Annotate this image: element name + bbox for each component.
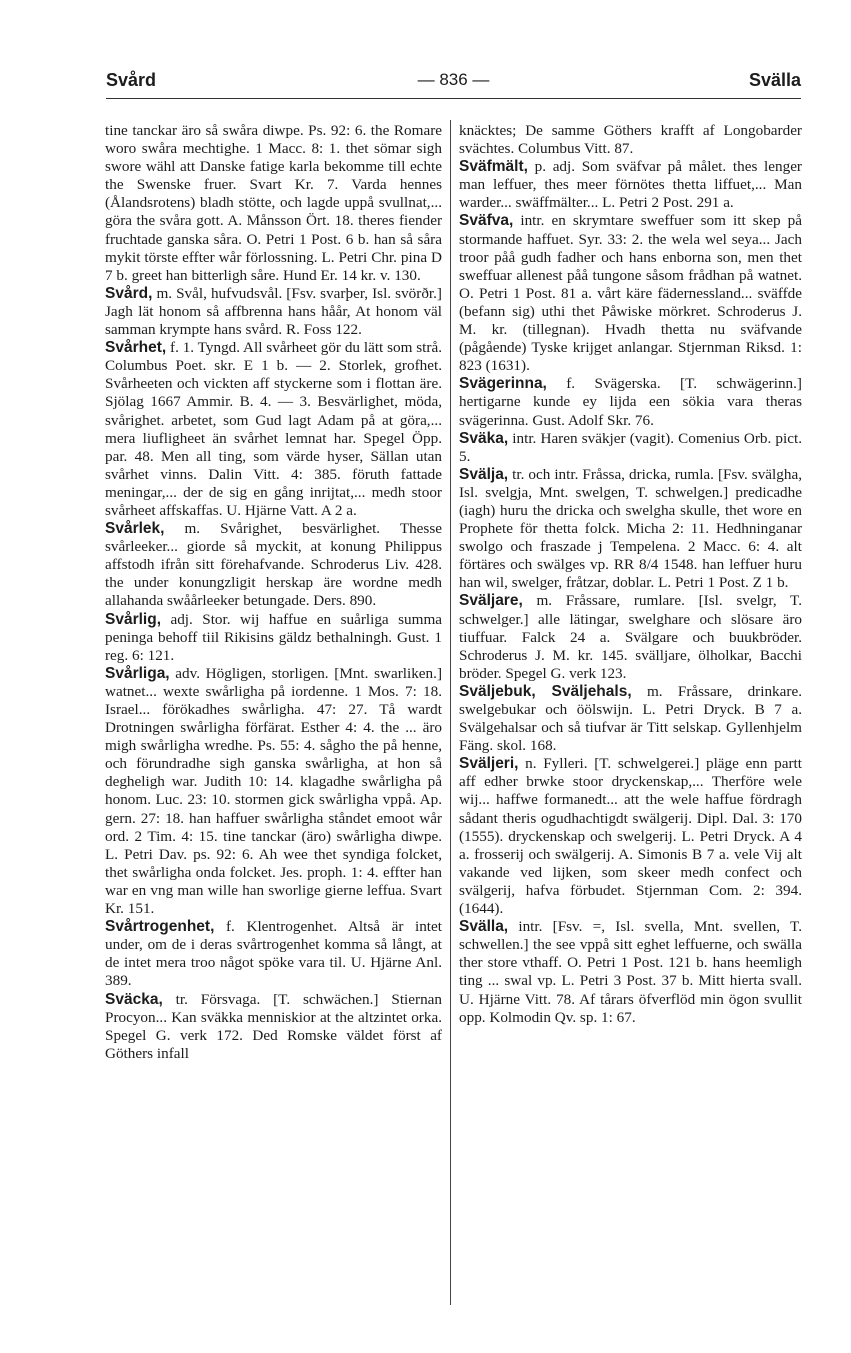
dictionary-entry	[105, 122, 442, 285]
left-column	[105, 122, 442, 1063]
dictionary-entry	[459, 375, 802, 429]
headword: Sväka,	[459, 429, 509, 447]
entry-body: f. Klentrogenhet. Altså är intet under, om de i deras svårtrogenhet komma så långt, at de intet mera troo något spöke vara til. U. Hjärne Anl. 389.	[105, 918, 442, 990]
dictionary-entry	[459, 683, 802, 755]
headword: Svårlek,	[105, 520, 165, 538]
header-left-guideword: Svård	[106, 70, 157, 90]
dictionary-entry	[459, 158, 802, 212]
headword: Svårlig,	[105, 610, 161, 628]
dictionary-entry	[459, 430, 802, 466]
header-right-guideword: Svälla	[748, 70, 801, 90]
headword: Sväfva,	[459, 212, 514, 230]
dictionary-entry	[459, 212, 802, 375]
entry-body: adj. Stor. wij haffue en suårliga summa peninga behoff tiil Rikisins gäldz bethalningh. Gust. 1 reg. 6: 121.	[105, 610, 442, 664]
entry-body: tr. och intr. Fråssa, dricka, rumla. [Fsv. svälgha, Isl. svelgja, Mnt. swelgen, T. schwelgen.] predicadhe (iagh) huru the dricka och swelgha skulle, thet wore en Prophete för thetta folck. Micha 2: 11. Hedhninganar swolgo och fraszade j Tempelena. 2 Macc. 6: 4. alt förtäres och swälges vp. RR 8/4 1548. han leffuer huru han wil, swelger, fråtzar, doblar. L. Petri 1 Post. Z 1 b.	[459, 465, 802, 592]
headword: Svälla,	[459, 918, 509, 936]
dictionary-entry	[459, 122, 802, 158]
dictionary-entry	[459, 592, 802, 682]
headword: Svägerinna,	[459, 375, 547, 393]
entry-body: f. Svägerska. [T. schwägerinn.] hertigarne kunde ey lijda een sökia vara theras svägerinna. Gust. Adolf Skr. 76.	[459, 375, 802, 429]
dictionary-entry	[459, 466, 802, 593]
entry-body: p. adj. Som sväfvar på målet. thes lenger man leffuer, thes meer förnötes thetta liffuet,... Man warder... swäffmälter... L. Petri 2 Post. 291 a.	[459, 158, 802, 212]
entry-body: tine tanckar äro så swåra diwpe. Ps. 92: 6. the Romare woro swåra mechtighe. 1 Macc. 8: 1. thet sömar sigh swore wähl att Danske fatige karla bekomme till echte the Swenske fruer. Svart Kr. 7. Varda hennes (Ålandsrotens) bladh stötte, och lagde uppå svullnat,... göra the svåra gott. A. Månsson Ört. 18. theres fiender fruchtade ganska såra. O. Petri 1 Post. 6 b. han så såra mykit törste effter wår förlossning. L. Petri Chr. pina D 7 b. greet han bitterligh såre. Hund Er. 14 kr. v. 130.	[105, 122, 442, 284]
entry-body: adv. Högligen, storligen. [Mnt. swarliken.] watnet... wexte swårligha på iordenne. 1 Mos. 7: 18. Israel... förökadhes swårligha. 47: 27. Tå wardt Drotningen swårligha förfärat. Esther 4: 4. the ... äro migh swårligha wredhe. Ps. 55: 4. sågho the på henne, och förundradhe sigh ganska swårligha, at hon så degheligh war. Judith 10: 14. klagadhe swårligha på honom. Luc. 23: 10. stormen gick swårligha vppå. Ap. gern. 27: 18. han haffuer swårligha ståndet emoot wår ord. 2 Tim. 4: 15. tine tanckar (äro) swårligha diwpe. L. Petri Dav. ps. 92: 6. Ah wee thet syndiga folcket, thet swårligha onda folcket. Jes. proph. 1: 4. effter han war en vng man wille han sworlige gierne leffua. Svart Kr. 151.	[105, 664, 442, 918]
headword: Sväcka,	[105, 990, 163, 1008]
entry-body: intr. [Fsv. =, Isl. svella, Mnt. svellen, T. schwellen.] the see vppå sitt eghet leffuerne, och swälla ther store vthaff. O. Petri 1 Post. 121 b. hans heemligh ting ... swal vp. L. Petri 3 Post. 37 b. Mitt hierta svall. U. Hjärne Vitt. 78. Af tårars öfverflöd min ögon svullit opp. Kolmodin Qv. sp. 1: 67.	[459, 918, 802, 1026]
dictionary-entry	[105, 611, 442, 665]
running-header	[106, 70, 801, 94]
dictionary-entry	[105, 339, 442, 520]
entry-body: n. Fylleri. [T. schwelgerei.] pläge enn partt aff edher brwke stoor dryckenskap,... Therföre wele wij... haffwe formanedt... att the wele haffue fördragh sådant theris ogudhachtigdt swälgerij. Dipl. Dal. 3: 170 (1555). dryckenskap och swelgerij. L. Petri Dryck. A 4 a. frosserij och swälgerij. A. Simonis B 7 a. vele Vij alt vakande ved lijken, som skeer medh confect och svälgerij, hafva förbudet. Stjernman Com. 2: 394. (1644).	[459, 755, 802, 918]
headword: Sväfmält,	[459, 158, 528, 176]
dictionary-entry	[105, 285, 442, 339]
entry-body: knäcktes; De samme Göthers krafft af Longobarder svächtes. Columbus Vitt. 87.	[459, 122, 802, 158]
entry-body: intr. en skrymtare sweffuer som itt skep på stormande haffuet. Syr. 33: 2. the wela wel seya... Jach troor påå gudh fadher och hans enborna son, men thet sweffuar allenest påå tungone såsom frådhan på watnet. O. Petri 1 Post. 81 a. vårt käre fädernessland... sväffde (befann sig) uthi thet Påwiske mörkret. Schroderus J. M. kr. (tillegnan). Hvadh thetta nu sväfvande (pågående) Tyske krijget anlangar. Stjernman Riksd. 1: 823 (1631).	[459, 212, 802, 375]
entry-body: intr. Haren sväkjer (vagit). Comenius Orb. pict. 5.	[459, 429, 802, 465]
entry-body: m. Fråssare, rumlare. [Isl. svelgr, T. schwelger.] alle lätingar, swelghare och slösare äro tiuffuar. Falck 24 a. Svälgare och buukbröder. Schroderus J. M. kr. 145. svälljare, ölholkar, Bacchi bröder. Spegel G. verk 123.	[459, 592, 802, 682]
header-rule	[106, 98, 801, 99]
headword: Svårhet,	[105, 339, 167, 357]
headword: Sväljebuk, Sväljehals,	[459, 682, 632, 700]
headword: Sväljare,	[459, 592, 523, 610]
dictionary-entry	[459, 918, 802, 1027]
dictionary-entry	[105, 520, 442, 610]
headword: Svårliga,	[105, 664, 170, 682]
right-column	[459, 122, 802, 1027]
entry-body: f. 1. Tyngd. All svårheet gör du lätt som strå. Columbus Poet. skr. E 1 b. — 2. Storlek, grofhet. Svårheeten och vickten aff styckerne som i flottan äre. Sjölag 1667 Ammir. B. 4. — 3. Besvärlighet, möda, svårighet. arbetet, som Gud lagt Adam på at göra,... mera liufligheet än svårhet lemnat har. Spegel Öpp. par. 48. Men all ting, som värde hyser, Sällan utan svårhet vinns. Dalin Vitt. 4: 385. föruth fattade meningar,... der de sig en gång inrijtat,... medh stoor svårheet affskaffas. U. Hjärne Vatt. A 2 a.	[105, 339, 442, 519]
headword: Svårtrogenhet,	[105, 918, 215, 936]
dictionary-entry	[105, 665, 442, 918]
dictionary-entry	[105, 991, 442, 1063]
column-divider	[450, 120, 451, 1305]
headword: Svälja,	[459, 465, 509, 483]
entry-body: tr. Försvaga. [T. schwächen.] Stiernan Procyon... Kan sväkka menniskior at the altzintet orka. Spegel G. verk 172. Ded Romske väldet först af Göthers infall	[105, 990, 442, 1062]
entry-body: m. Svål, hufvudsvål. [Fsv. svarþer, Isl. svörðr.] Jagh lät honom så affbrenna hans håår, At honom väl samman krympte hans svård. R. Foss 122.	[105, 284, 442, 339]
dictionary-entry	[459, 755, 802, 918]
entry-body: m. Fråssare, drinkare. swelgebukar och öölswijn. L. Petri Dryck. B 7 a. Svälgehalsar och så tiufvar är Titt selskap. Gyllenhjelm Fäng. skol. 168.	[459, 682, 802, 755]
page-number: — 836 —	[417, 70, 490, 89]
headword: Sväljeri,	[459, 755, 519, 773]
dictionary-entry	[105, 918, 442, 990]
entry-body: m. Svårighet, besvärlighet. Thesse svårleeker... giorde så myckit, at konung Philippus affstodh ifrån sitt förehafvande. Schroderus Liv. 428. the under konungzligit herskap äre wordne medh allahanda swåårleeker betungade. Ders. 890.	[105, 520, 442, 610]
headword: Svård,	[105, 284, 153, 302]
